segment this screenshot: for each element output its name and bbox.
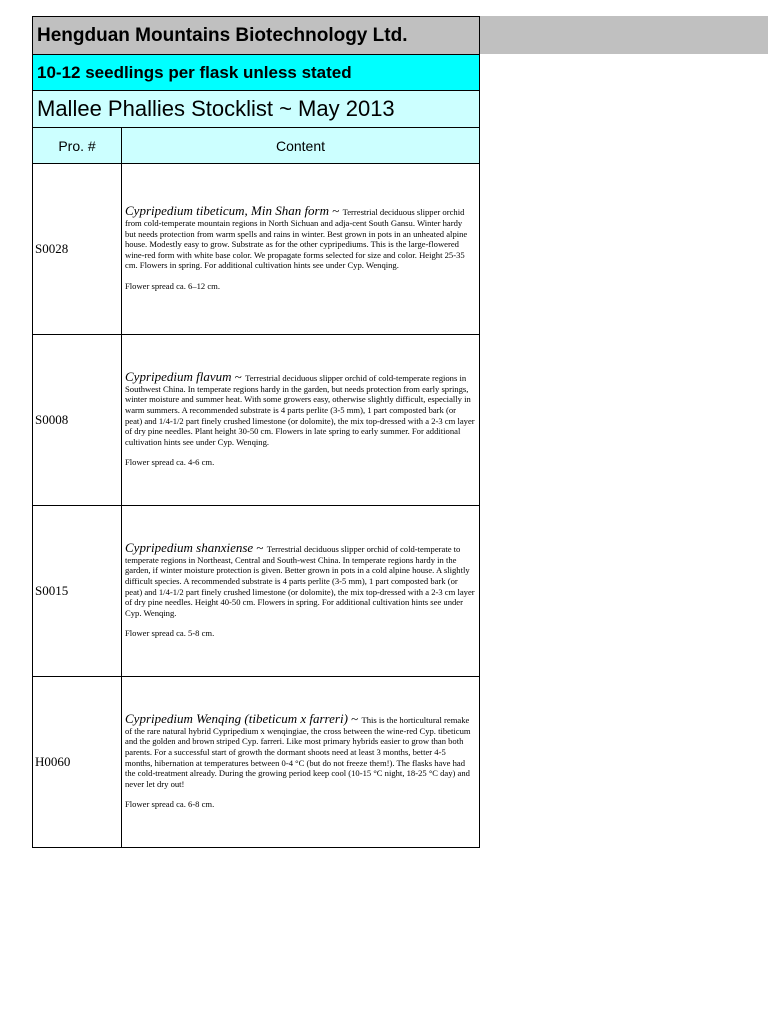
product-description-block — [125, 711, 475, 789]
table-row — [33, 335, 480, 506]
product-description: Terrestrial deciduous slipper orchid from cold-temperate mountain regions in North Sichuan and adja-cent South Gansu. Winter hardy but needs protection from warm spells and rains in winter. Best grown in pots in an unheated alpine house. Modestly easy to grow. Substrate as for the other cypripediums. This is the large-flowered wine-red form with white base color. We propagate forms selected for size and color. Height 25-35 cm. Flowers in spring. For additional cultivation hints see under Cyp. Wenqing. — [125, 207, 468, 271]
product-description-block — [125, 203, 475, 271]
column-header-content: Content — [122, 128, 480, 164]
table-row — [33, 164, 480, 335]
stocklist-title-text: Mallee Phallies Stocklist ~ May 2013 — [37, 96, 395, 121]
stocklist-sheet — [32, 16, 480, 848]
product-code: S0015 — [33, 506, 122, 677]
seedlings-note — [32, 54, 480, 90]
product-code: S0008 — [33, 335, 122, 506]
product-description: Terrestrial deciduous slipper orchid of cold-temperate regions in Southwest China. In temperate regions hardy in the garden, but needs protection from early springs, winter moisture and summer heat. With some growers easy, otherwise slightly difficult, especially in warm summers. A recommended substrate is 4 parts perlite (3-5 mm), 1 part composted bark (or peat) and 1/4-1/2 part finely crushed limestone (or dolomite), the mix top-dressed with a 2-3 cm layer of dry pine needles. Plant height 30-50 cm. Flowers in late spring to early summer. For additional cultivation hints see under Cyp. Wenqing. — [125, 373, 475, 447]
company-name — [32, 16, 480, 54]
flower-spread: Flower spread ca. 6-8 cm. — [125, 799, 215, 810]
company-name-text: Hengduan Mountains Biotechnology Ltd. — [37, 24, 408, 46]
product-description: This is the horticultural remake of the rare natural hybrid Cypripedium x wenqingiae, the cross between the wine-red Cyp. tibeticum and the golden and brown striped Cyp. farreri. Like most primary hybrids easier to grow than both parents. For a successful start of growth the dormant shoots need at least 3 months, better 4-5 months, hibernation at temperatures between 0-4 °C (but do not freeze them!). The flasks have had the cold-treatment already. During the growing period keep cool (10-15 °C night, 18-25 °C day) and never let dry out! — [125, 715, 471, 789]
product-content — [122, 506, 480, 677]
species-name: Cypripedium flavum — [125, 369, 232, 385]
species-name: Cypripedium tibeticum, Min Shan form — [125, 203, 330, 219]
species-name: Cypripedium shanxiense — [125, 540, 254, 556]
species-separator: ~ — [231, 369, 246, 385]
product-content — [122, 335, 480, 506]
flower-spread: Flower spread ca. 5-8 cm. — [125, 628, 215, 639]
flower-spread: Flower spread ca. 4-6 cm. — [125, 457, 215, 468]
product-code: S0028 — [33, 164, 122, 335]
species-separator: ~ — [347, 711, 362, 727]
table-row — [33, 677, 480, 848]
column-header-row — [33, 128, 480, 164]
product-content — [122, 677, 480, 848]
product-code: H0060 — [33, 677, 122, 848]
product-content — [122, 164, 480, 335]
product-description-block — [125, 540, 475, 618]
species-separator: ~ — [253, 540, 267, 556]
product-description: Terrestrial deciduous slipper orchid of cold-temperate to temperate regions in Northeast, Central and South-west China. In temperate regions hardy in the garden, if winter moisture protection is given. Better grown in pots in a cold alpine house. A slightly difficult species. A recommended substrate is 4 parts perlite (3-5 mm), 1 part composted bark (or peat) and 1/4-1/2 part finely crushed limestone (or dolomite), the mix top-dressed with a 2-3 cm layer of dry pine needles. Height 40-50 cm. Flowers in spring. For additional cultivation hints see under Cyp. Wenqing. — [125, 544, 475, 618]
column-header-pro: Pro. # — [33, 128, 122, 164]
flower-spread: Flower spread ca. 6–12 cm. — [125, 280, 220, 291]
species-separator: ~ — [329, 203, 343, 219]
seedlings-note-text: 10-12 seedlings per flask unless stated — [37, 62, 352, 82]
stocklist-title — [32, 90, 480, 127]
table-row — [33, 506, 480, 677]
species-name: Cypripedium Wenqing (tibeticum x farreri) — [125, 711, 348, 727]
header-fill-band — [480, 16, 768, 54]
product-description-block — [125, 369, 475, 447]
stock-table — [32, 127, 480, 848]
